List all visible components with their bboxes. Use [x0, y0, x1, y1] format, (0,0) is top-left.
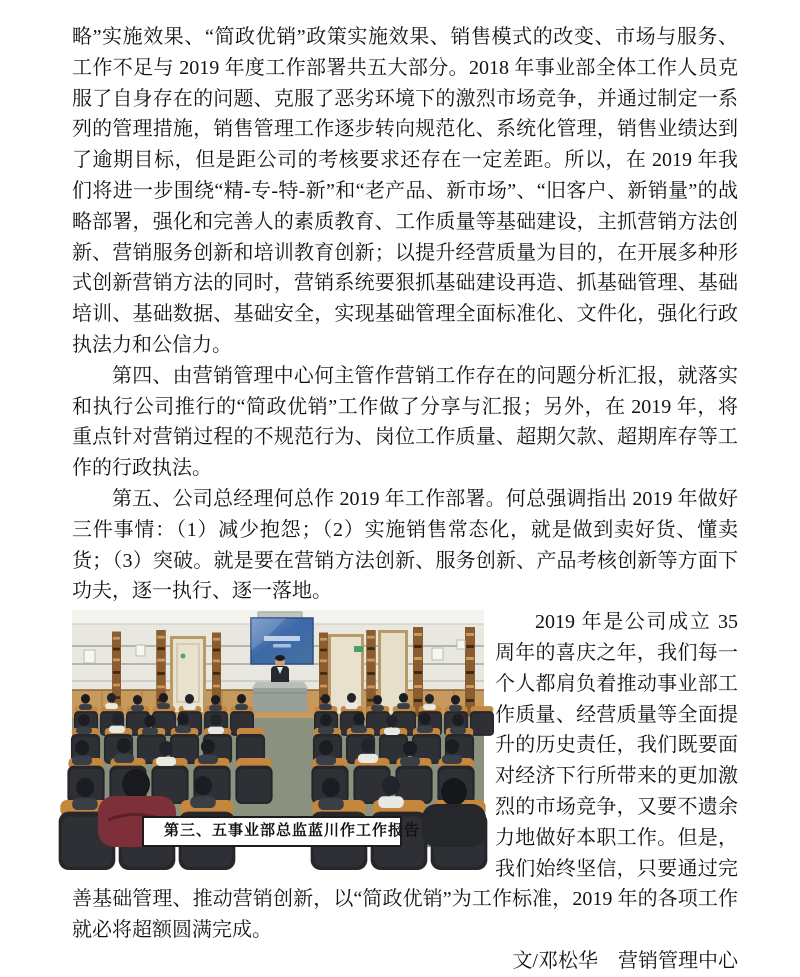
- body-paragraph-3: 第五、公司总经理何总作 2019 年工作部署。何总强调指出 2019 年做好三件事情：（1）减少抱怨；（2）实施销售常态化，就是做到卖好货、懂卖货；（3）突破。就是要在营销方法创新、服务创新、产品考核创新等方面下功夫，逐一执行、逐一落地。: [72, 487, 738, 603]
- photo-caption: 第三、五事业部总监蓝川作工作报告: [142, 816, 402, 847]
- byline: 文/邓松华 营销管理中心: [512, 949, 738, 972]
- body-paragraph-1: 略”实施效果、“简政优销”政策实施效果、销售模式的改变、市场与服务、工作不足与 2019 年度工作部署共五大部分。2018 年事业部全体工作人员克服了自身存在的问题、克服了恶劣环境下的激烈市场竞争，并通过制定一系列的管理措施，销售管理工作逐步转向规范化、系统化管理，销售业绩达到了逾期目标，但是距公司的考核要求还存在一定差距。所以，在 2019 年我们将进一步围绕“精-专-特-新”和“老产品、新市场”、“旧客户、新销量”的战略部署，强化和完善人的素质教育、工作质量等基础建设，主抓营销方法创新、营销服务创新和培训教育创新；以提升经营质量为目的，在开展多种形式创新营销方法的同时，营销系统要狠抓基础建设再造、抓基础管理、基础培训、基础数据、基础安全，实现基础管理全面标准化、文件化，强化行政执法力和公信力。: [72, 26, 738, 356]
- body-paragraph-4-text: 2019 年是公司成立 35 周年的喜庆之年，我们每一个人都肩负着推动事业部工作质量、经营质量等全面提升的历史责任，我们既要面对经济下行所带来的更加激烈的市场竞争，又要不遗余力地做好本职工作。但是，我们始终坚信，只要通过完善基础管理、推动营销创新，以“简政优销”为工作标准，2019 年的各项工作就必将超额圆满完成。: [72, 611, 738, 942]
- meeting-photo: [72, 610, 484, 847]
- meeting-room-scene: [72, 610, 484, 847]
- body-paragraph-2: 第四、由营销管理中心何主管作营销工作存在的问题分析汇报，就落实和执行公司推行的“简政优销”工作做了分享与汇报；另外，在 2019 年，将重点针对营销过程的不规范行为、岗位工作质量、超期欠款、超期库存等工作的行政执法。: [72, 364, 738, 480]
- right-door: [328, 634, 364, 714]
- body-paragraph-4: [72, 607, 738, 946]
